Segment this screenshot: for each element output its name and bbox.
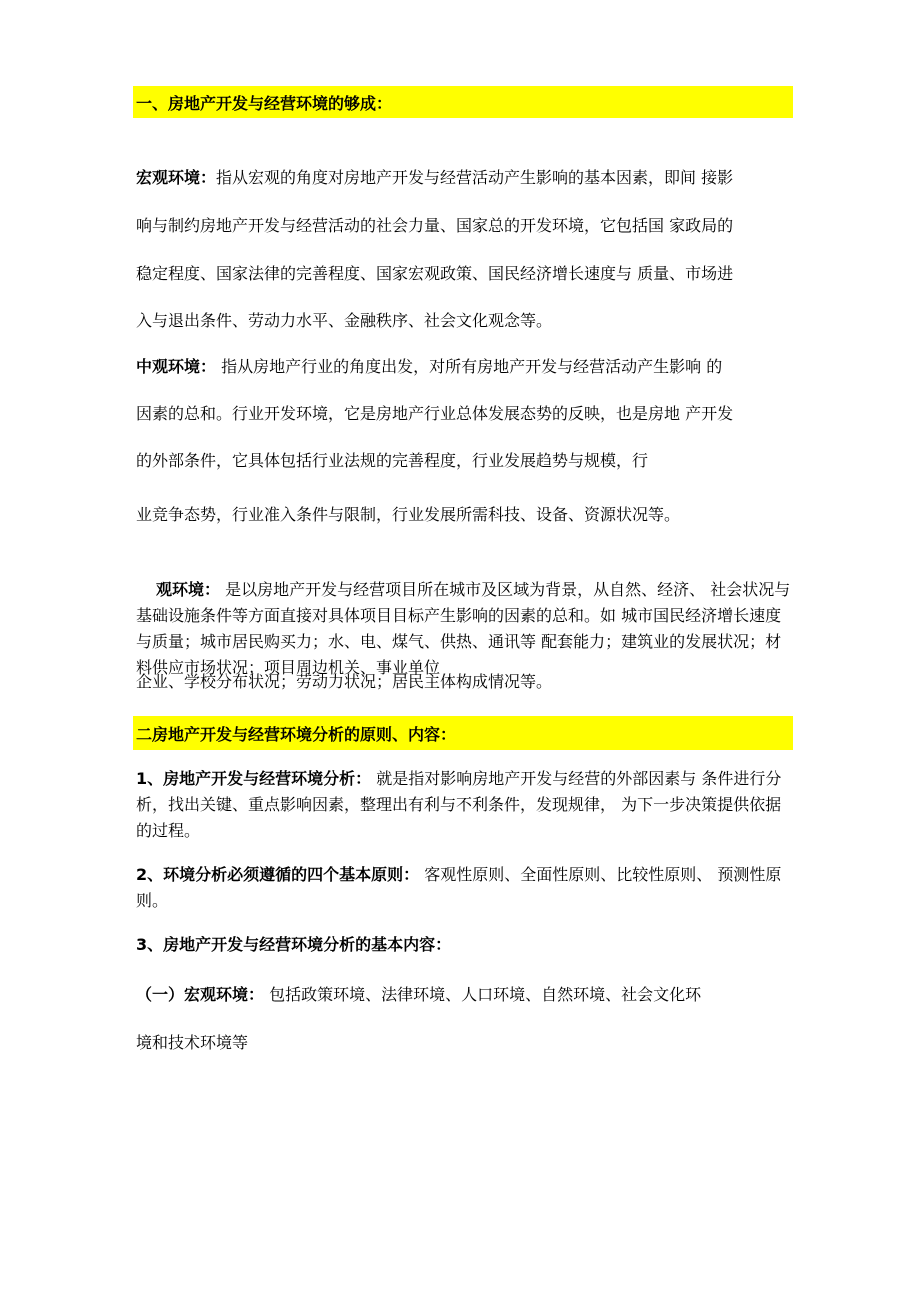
section-heading-2-text: 二房地产开发与经营环境分析的原则、内容： (136, 724, 457, 744)
sub-1-line-1 (136, 985, 796, 1005)
meso-line-1 (136, 357, 796, 377)
section-heading-1 (133, 86, 793, 118)
micro-text: 是以房地产开发与经营项目所在城市及区域为背景，从自然、经济、 社会状况与基础设施条件等方面直接对具体项目目标产生影响的因素的总和。如 城市国民经济增长速度与质量；城市居民购买力；水、电、煤气、供热、通讯等 配套能力；建筑业的发展状况；材料供应市场状况；项目周边机关、事业单位 (136, 580, 791, 677)
item-2-text: 客观性原则、全面性原则、比较性原则、 预测性原则。 (136, 865, 782, 910)
macro-line-2: 响与制约房地产开发与经营活动的社会力量、国家总的开发环境，它包括国 家政局的 (136, 216, 734, 235)
meso-line-3: 的外部条件，它具体包括行业法规的完善程度，行业发展趋势与规模，行 (136, 451, 649, 470)
sub-1-text-1: 包括政策环境、法律环境、人口环境、自然环境、社会文化环 (264, 985, 702, 1004)
meso-text-1: 指从房地产行业的角度出发，对所有房地产开发与经营活动产生影响 的 (216, 357, 723, 376)
meso-line-2: 因素的总和。行业开发环境，它是房地产行业总体发展态势的反映，也是房地 产开发 (136, 404, 734, 423)
macro-line-3: 稳定程度、国家法律的完善程度、国家宏观政策、国民经济增长速度与 质量、市场进 (136, 264, 734, 283)
section-heading-1-text: 一、房地产开发与经营环境的够成： (136, 93, 393, 113)
micro-label: 观环境： (156, 580, 221, 599)
sub-1-line-2: 境和技术环境等 (136, 1033, 249, 1052)
item-2-label: 2、环境分析必须遵循的四个基本原则： (136, 865, 420, 884)
item-1-paragraph (136, 766, 796, 844)
macro-text-1: 指从宏观的角度对房地产开发与经营活动产生影响的基本因素，即间 接影 (216, 168, 734, 187)
micro-paragraph (136, 577, 796, 681)
item-3-label: 3、房地产开发与经营环境分析的基本内容： (136, 935, 452, 954)
item-1-text: 就是指对影响房地产开发与经营的外部因素与 条件进行分析，找出关键、重点影响因素，整理出有利与不利条件，发现规律， 为下一步决策提供依据的过程。 (136, 769, 782, 840)
meso-label: 中观环境： (136, 357, 217, 376)
section-heading-2 (133, 716, 793, 750)
item-1-label: 1、房地产开发与经营环境分析： (136, 769, 372, 788)
macro-line-4: 入与退出条件、劳动力水平、金融秩序、社会文化观念等。 (136, 311, 553, 330)
meso-line-4: 业竞争态势，行业准入条件与限制，行业发展所需科技、设备、资源状况等。 (136, 505, 681, 524)
item-2-paragraph (136, 862, 796, 914)
micro-line-last: 企业、学校分布状况；劳动力状况；居民主体构成情况等。 (136, 672, 553, 691)
sub-1-label: （一）宏观环境： (136, 985, 265, 1004)
macro-line-1 (136, 168, 796, 188)
item-3-line (136, 935, 796, 955)
macro-label: 宏观环境： (136, 168, 217, 187)
